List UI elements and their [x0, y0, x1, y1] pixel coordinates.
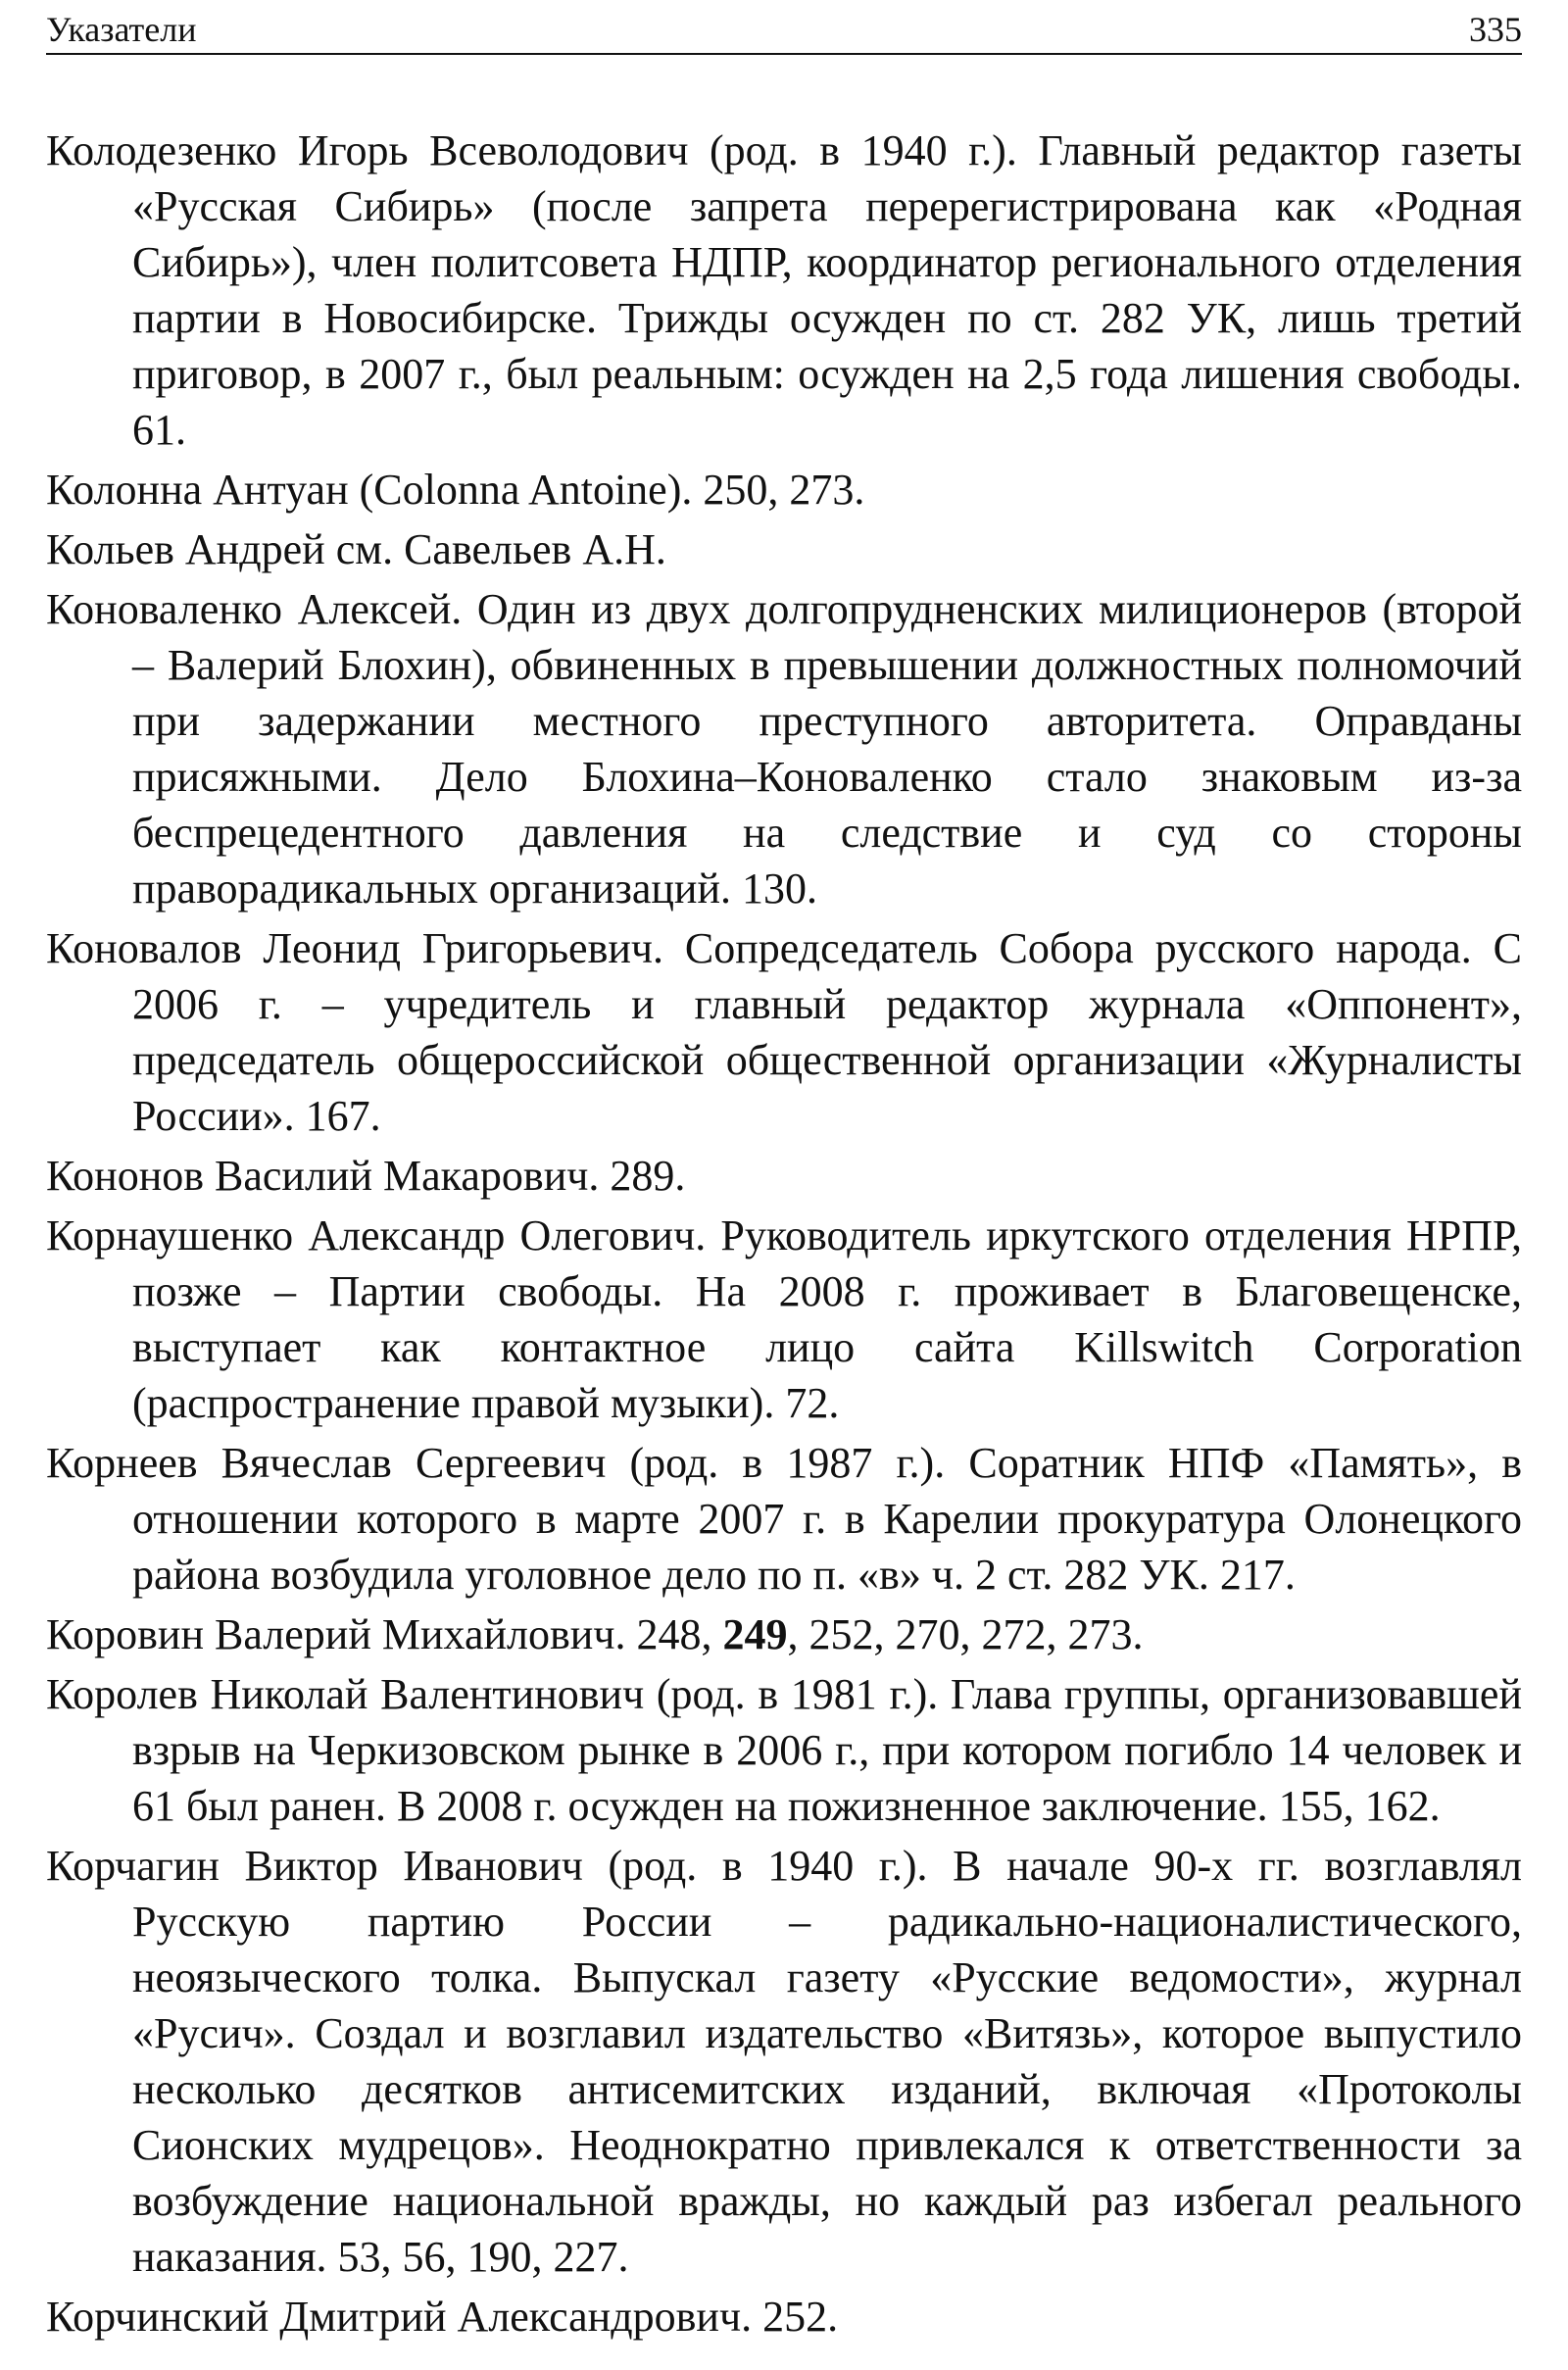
bold-page-reference: 249: [722, 1610, 788, 1658]
index-entry-konovalenko: Коноваленко Алексей. Один из двух долгопрудненских милиционеров (второй – Валерий Блохин), обвиненных в превышении должностных полномочий при задержании местного преступного авторитета. Оправданы присяжными. Дело Блохина–Коноваленко стало знаковым из-за беспрецедентного давления на следствие и суд со стороны праворадикальных организаций. 130.: [46, 585, 1522, 913]
index-entry-korolev: Королев Николай Валентинович (род. в 1981 г.). Глава группы, организовавшей взрыв на Черкизовском рынке в 2006 г., при котором погибло 14 человек и 61 был ранен. В 2008 г. осужден на пожизненное заключение. 155, 162.: [46, 1670, 1522, 1830]
index-entry-korovin: [46, 1606, 1522, 1662]
index-entries: [46, 123, 1522, 2348]
index-entry-kolodezenko: Колодезенко Игорь Всеволодович (род. в 1940 г.). Главный редактор газеты «Русская Сибирь» (после запрета перерегистрирована как «Родная Сибирь»), член политсовета НДПР, координатор регионального отделения партии в Новосибирске. Трижды осужден по ст. 282 УК, лишь третий приговор, в 2007 г., был реальным: осужден на 2,5 года лишения свободы. 61.: [46, 126, 1522, 454]
index-entry-kornaushenko: Корнаушенко Александр Олегович. Руководитель иркутского отделения НРПР, позже – Партии свободы. На 2008 г. проживает в Благовещенске, выступает как контактное лицо сайта Killswitch Corporation (распространение правой музыки). 72.: [46, 1211, 1522, 1427]
running-head: [46, 6, 1522, 55]
index-entry-korneev: Корнеев Вячеслав Сергеевич (род. в 1987 г.). Соратник НПФ «Память», в отношении которого в марте 2007 г. в Карелии прокуратура Олонецкого района возбудила уголовное дело по п. «в» ч. 2 ст. 282 УК. 217.: [46, 1439, 1522, 1599]
index-entry-kononov: Кононов Василий Макарович. 289.: [46, 1152, 686, 1200]
section-title: Указатели: [46, 10, 197, 49]
index-entry-konovalov: Коновалов Леонид Григорьевич. Сопредседатель Собора русского народа. С 2006 г. – учредитель и главный редактор журнала «Оппонент», председатель общероссийской общественной организации «Журналисты России». 167.: [46, 924, 1522, 1140]
index-entry-korchagin: Корчагин Виктор Иванович (род. в 1940 г.). В начале 90-х гг. возглавлял Русскую партию России – радикально-националистического, неоязыческого толка. Выпускал газету «Русские ведомости», журнал «Русич». Создал и возглавил издательство «Витязь», которое выпустило несколько десятков антисемитских изданий, включая «Протоколы Сионских мудрецов». Неоднократно привлекался к ответственности за возбуждение национальной вражды, но каждый раз избегал реального наказания. 53, 56, 190, 227.: [46, 1842, 1522, 2281]
index-entry-kolyev: Кольев Андрей см. Савельев А.Н.: [46, 525, 666, 573]
index-entry-kolonna: Колонна Антуан (Colonna Antoine). 250, 273.: [46, 466, 865, 514]
index-entry-korchinsky: Корчинский Дмитрий Александрович. 252.: [46, 2293, 839, 2341]
entry-text-after: , 252, 270, 272, 273.: [787, 1610, 1144, 1658]
page-number: 335: [1469, 10, 1522, 49]
entry-text-before: Коровин Валерий Михайлович. 248,: [46, 1610, 723, 1658]
